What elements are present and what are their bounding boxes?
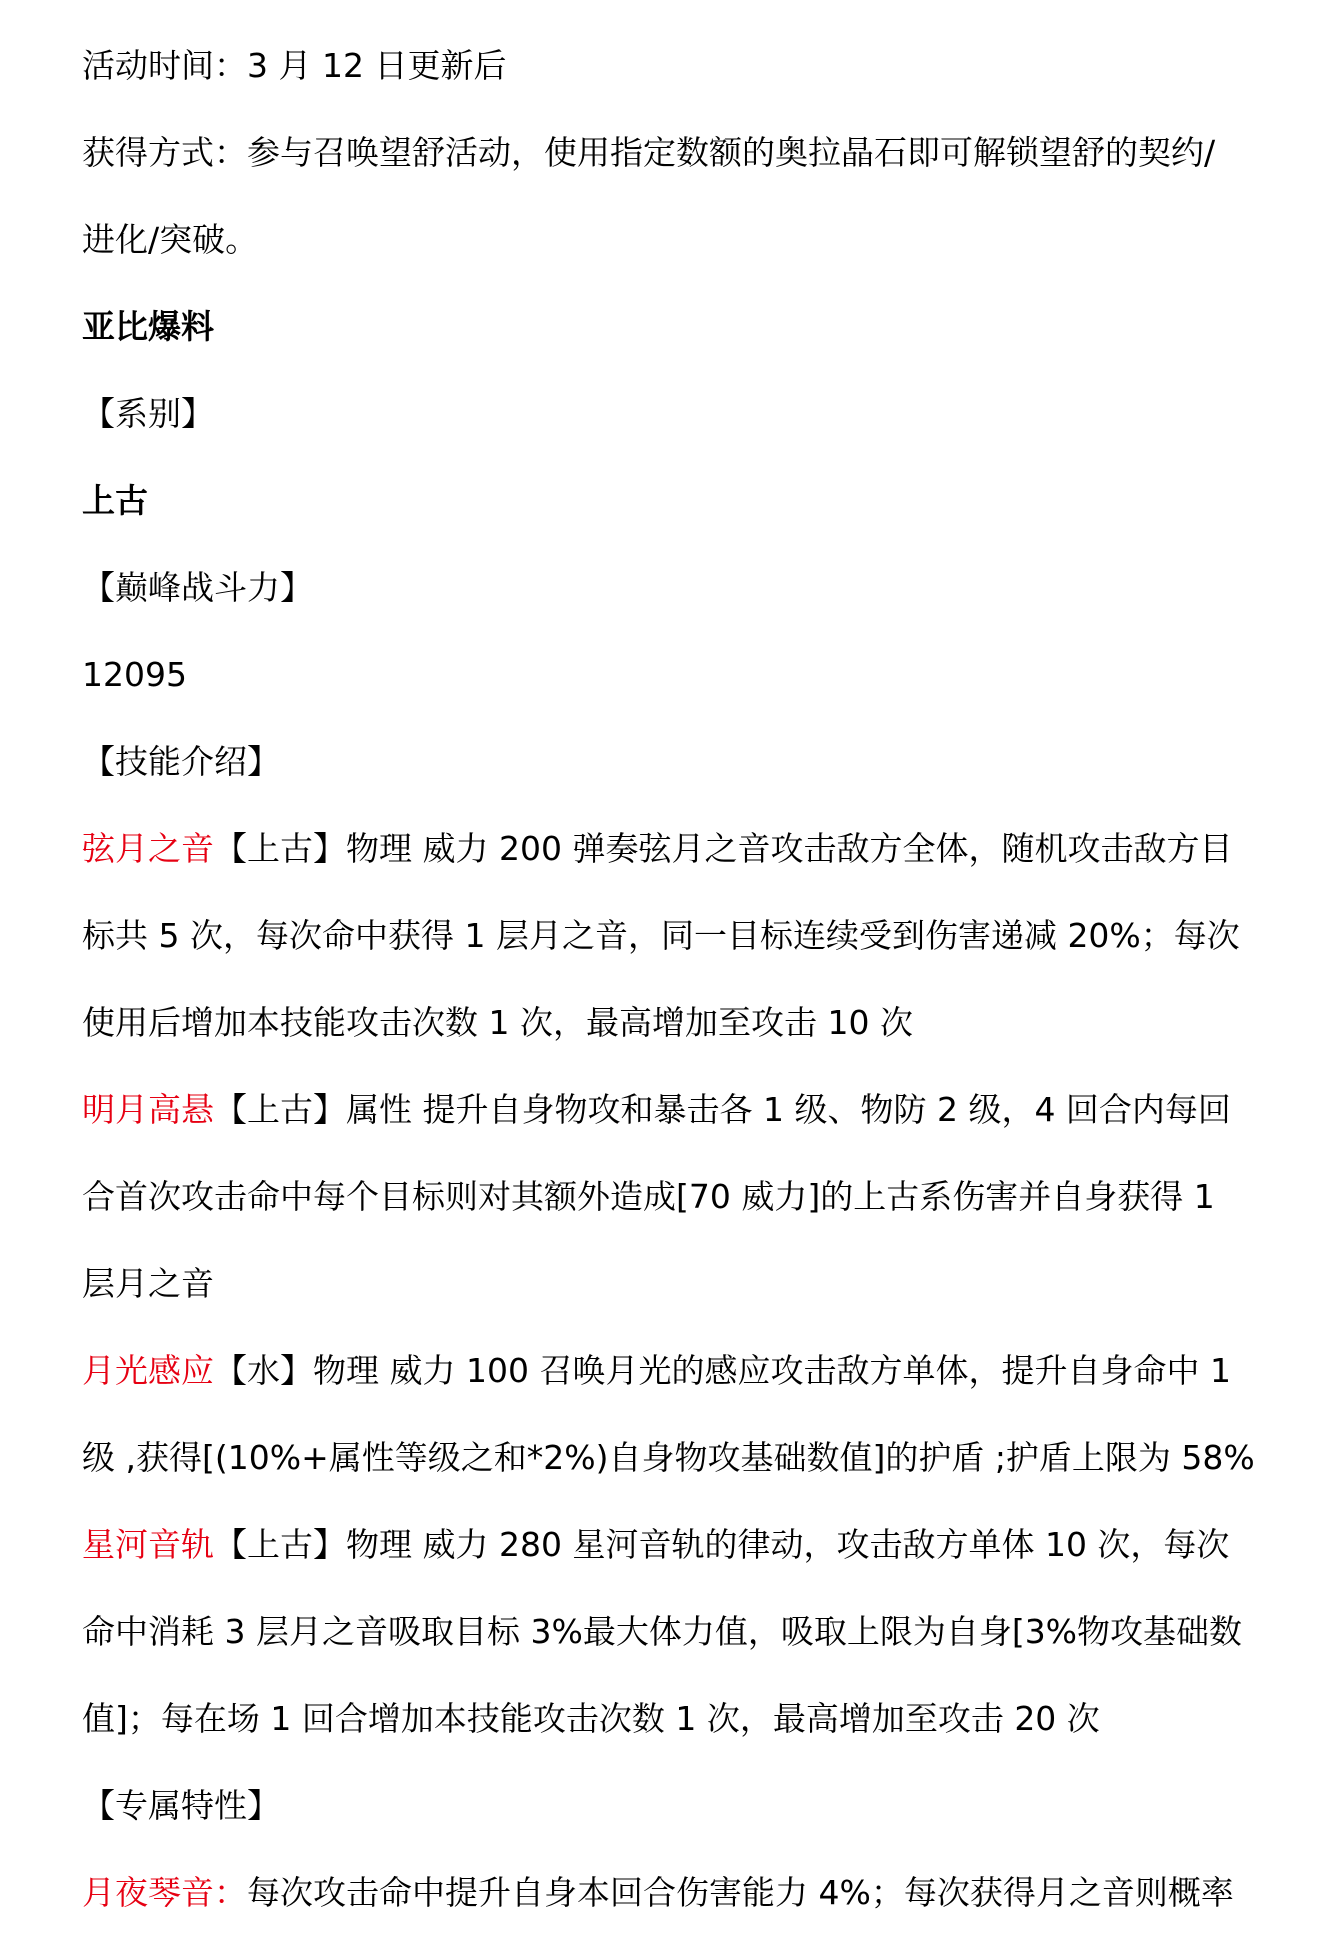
article-body: [82, 22, 1257, 1936]
skill-desc: 级 ,获得[(10%+属性等级之和*2%)自身物攻基础数值]的护盾 ;护盾上限为 58%: [82, 1438, 1255, 1477]
skill-desc: 值]；每在场 1 回合增加本技能攻击次数 1 次，最高增加至攻击 20 次: [82, 1699, 1100, 1738]
skill-2: [82, 1066, 1257, 1327]
trait-label: 【专属特性】: [82, 1786, 280, 1825]
power-label: 【巅峰战斗力】: [82, 568, 313, 607]
skill-desc: 【上古】属性 提升自身物攻和暴击各 1 级、物防 2 级，4 回合内每回: [214, 1090, 1231, 1129]
event-time: 活动时间：3 月 12 日更新后: [82, 46, 507, 85]
event-method-line-1: 获得方式：参与召唤望舒活动，使用指定数额的奥拉晶石即可解锁望舒的契约/: [82, 133, 1216, 172]
skill-name: 月光感应: [82, 1351, 214, 1390]
skill-desc: 使用后增加本技能攻击次数 1 次，最高增加至攻击 10 次: [82, 1003, 913, 1042]
element-label: 【系别】: [82, 394, 214, 433]
skill-desc: 【上古】物理 威力 280 星河音轨的律动，攻击敌方单体 10 次，每次: [214, 1525, 1230, 1564]
skill-name: 弦月之音: [82, 829, 214, 868]
skill-desc: 【水】物理 威力 100 召唤月光的感应攻击敌方单体，提升自身命中 1: [214, 1351, 1231, 1390]
skill-desc: 【上古】物理 威力 200 弹奏弦月之音攻击敌方全体，随机攻击敌方目: [214, 829, 1233, 868]
skill-desc: 层月之音: [82, 1264, 214, 1303]
trait: [82, 1849, 1257, 1936]
skill-4: [82, 1501, 1257, 1762]
skills-label: 【技能介绍】: [82, 742, 280, 781]
power-value: 12095: [82, 655, 187, 694]
skill-name: 星河音轨: [82, 1525, 214, 1564]
skill-name: 明月高悬: [82, 1090, 214, 1129]
trait-desc: 每次攻击命中提升自身本回合伤害能力 4%；每次获得月之音则概率: [247, 1873, 1234, 1912]
skill-3: [82, 1327, 1257, 1501]
trait-name: 月夜琴音：: [82, 1873, 247, 1912]
skill-1: [82, 805, 1257, 1066]
skill-desc: 命中消耗 3 层月之音吸取目标 3%最大体力值，吸取上限为自身[3%物攻基础数: [82, 1612, 1243, 1651]
element-value: 上古: [82, 481, 148, 520]
skill-desc: 标共 5 次，每次命中获得 1 层月之音，同一目标连续受到伤害递减 20%；每次: [82, 916, 1240, 955]
event-method-line-2: 进化/突破。: [82, 220, 259, 259]
skill-desc: 合首次攻击命中每个目标则对其额外造成[70 威力]的上古系伤害并自身获得 1: [82, 1177, 1215, 1216]
section-title: 亚比爆料: [82, 307, 214, 346]
